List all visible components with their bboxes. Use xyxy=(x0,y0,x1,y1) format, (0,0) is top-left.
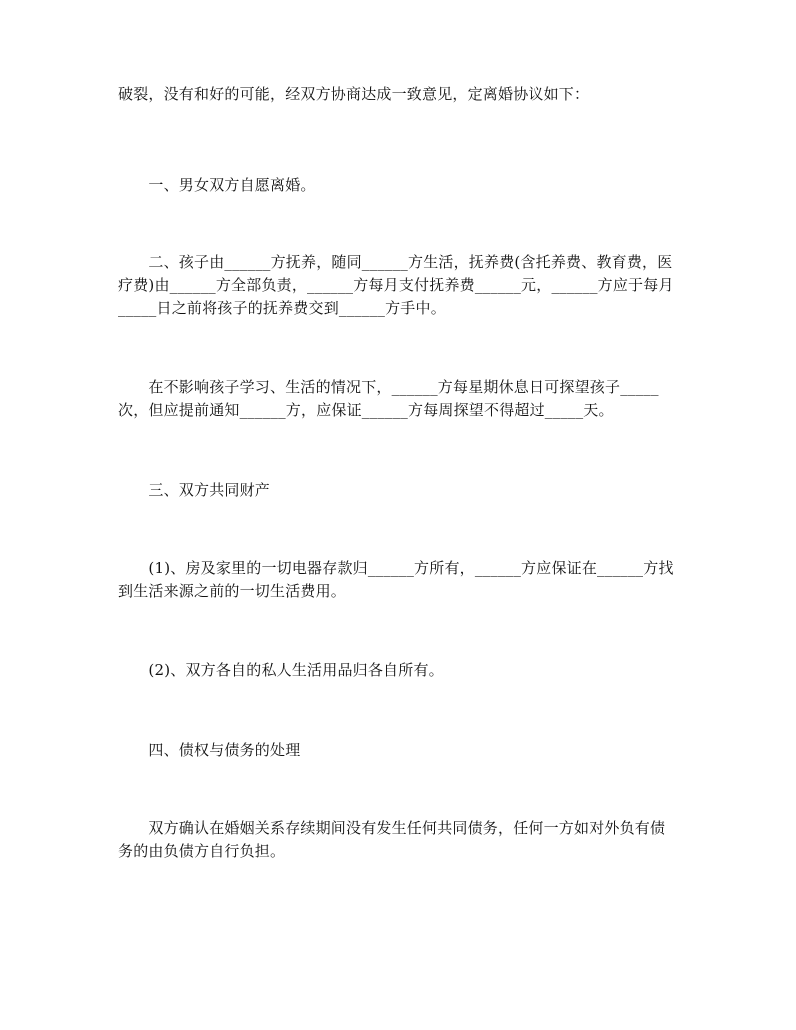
paragraph-section-three: 三、双方共同财产 xyxy=(118,481,271,499)
paragraph-intro: 破裂，没有和好的可能，经双方协商达成一致意见，定离婚协议如下： xyxy=(118,85,590,103)
paragraph-section-four: 四、债权与债务的处理 xyxy=(118,741,301,759)
paragraph-visitation: 在不影响孩子学习、生活的情况下，______方每星期休息日可探望孩子_____次，但应提前通知______方，应保证______方每周探望不得超过_____天。 xyxy=(118,378,659,419)
paragraph-property-two: (2)、双方各自的私人生活用品归各自所有。 xyxy=(118,661,444,679)
paragraph-debts: 双方确认在婚姻关系存续期间没有发生任何共同债务，任何一方如对外负有债务的由负债方自行负担。 xyxy=(118,819,666,860)
paragraph-child-custody: 二、孩子由______方抚养，随同______方生活，抚养费(含托养费、教育费，医疗费)由______方全部负责，______方每月支付抚养费______元，______方应于每月_____日之前将孩子的抚养费交到______方手中。 xyxy=(118,253,674,317)
paragraph-property-one: (1)、房及家里的一切电器存款归______方所有，______方应保证在______方找到生活来源之前的一切生活费用。 xyxy=(118,559,674,600)
paragraph-section-one: 一、男女双方自愿离婚。 xyxy=(118,176,316,194)
